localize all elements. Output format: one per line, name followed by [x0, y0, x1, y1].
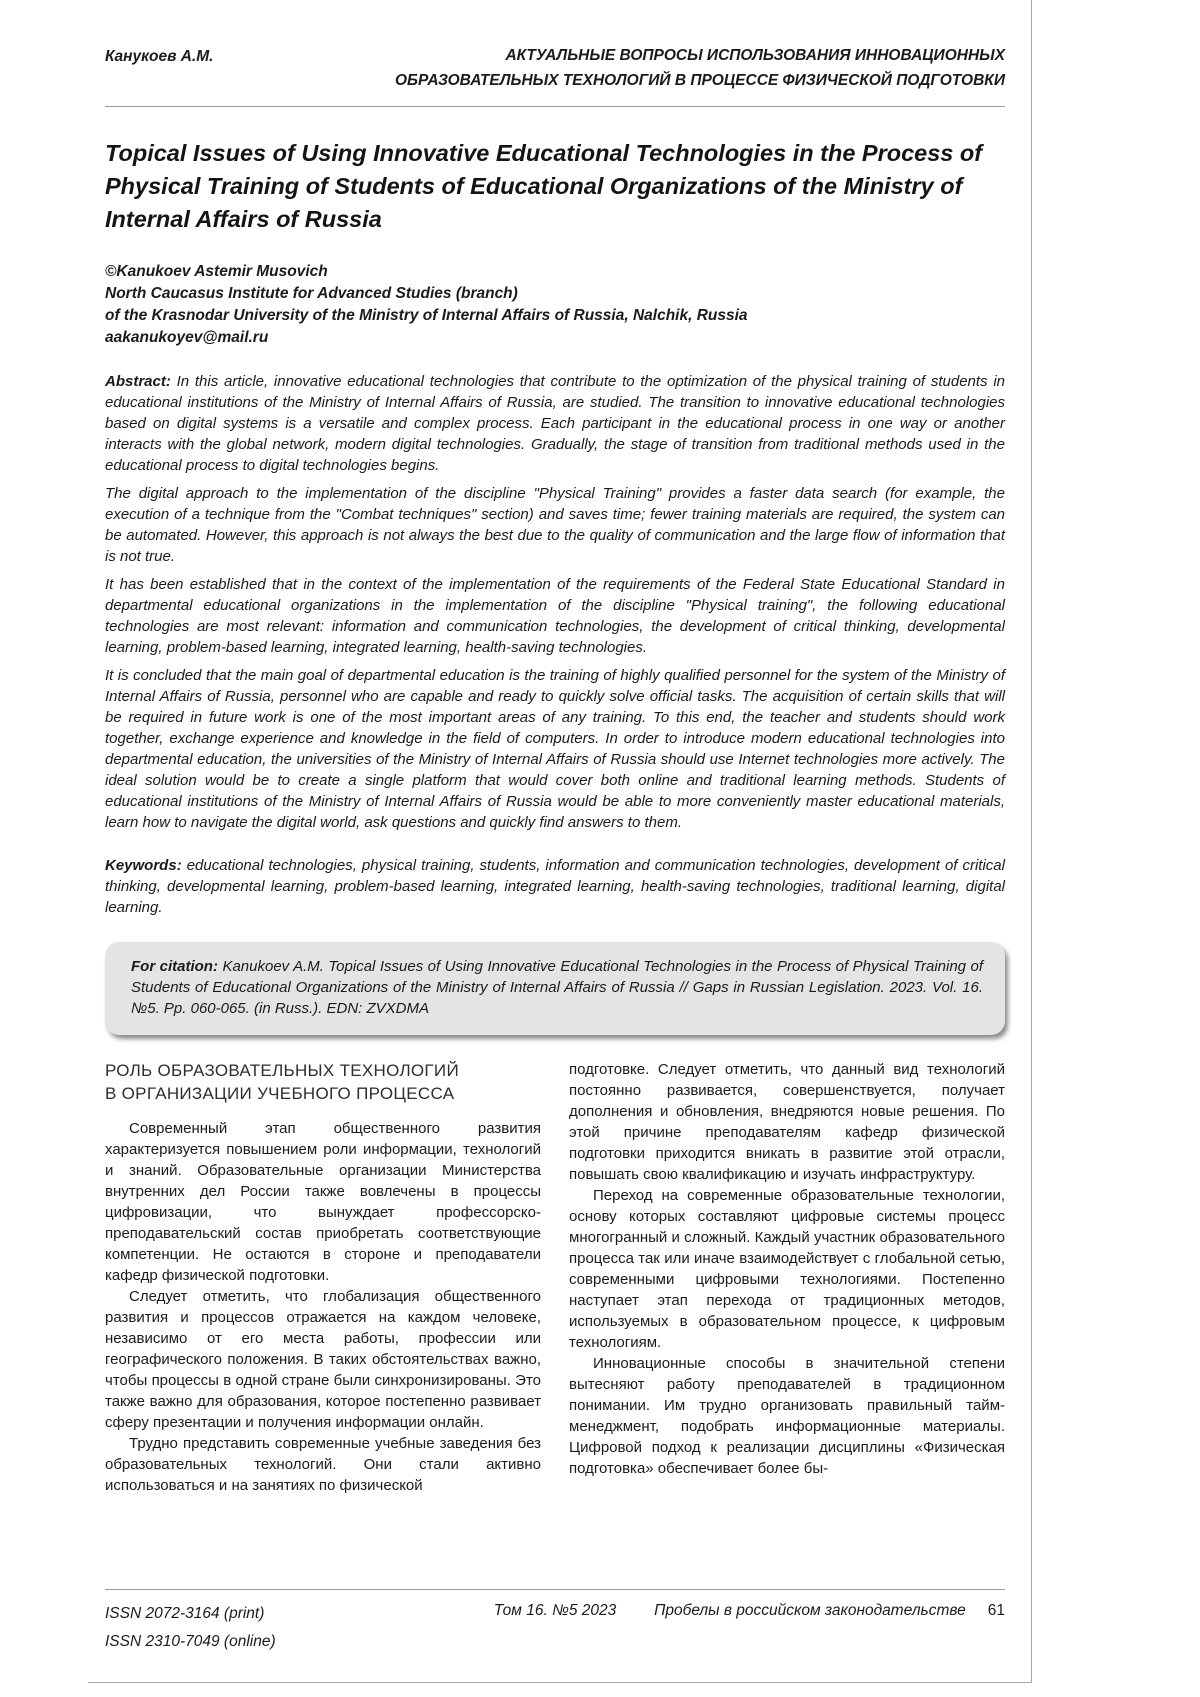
citation-text: Kanukoev A.M. Topical Issues of Using Innovative Educational Technologies in the Process of Physical Training of Students of Educational Organizations of the Ministry of Internal Affairs of Russia // Gaps in Russian Legislation. 2023. Vol. 16. №5. Pp. 060-065. (in Russ.). EDN: ZVXDMA [131, 957, 983, 1017]
abstract-label: Abstract: [105, 372, 171, 390]
left-column [105, 1059, 541, 1497]
keywords [105, 855, 1005, 918]
section-heading-line1: РОЛЬ ОБРАЗОВАТЕЛЬНЫХ ТЕХНОЛОГИЙ [105, 1060, 459, 1080]
body-paragraph: Инновационные способы в значительной степени вытесняют работу преподавателей в традиционном понимании. Им трудно организовать правильный тайм-менеджмент, подобрать информационные материалы. Цифровой подход к реализации дисциплины «Физическая подготовка» обеспечивает более бы- [569, 1354, 1005, 1477]
journal-name-block [616, 1600, 1005, 1620]
abstract-section [105, 371, 1005, 833]
section-heading [105, 1059, 541, 1107]
body-paragraph: Переход на современные образовательные технологии, основу которых составляют цифровые системы процесс многогранный и сложный. Каждый участник образовательного процесса так или иначе взаимодействует с глобальной сетью, современными цифровыми технологиями. Постепенно наступает этап перехода от традиционных методов, используемых в образовательном процессе, к цифровым технологиям. [569, 1186, 1005, 1351]
running-head [105, 44, 1005, 94]
author-block [105, 261, 1005, 349]
body-paragraph: подготовке. Следует отметить, что данный вид технологий постоянно развивается, совершенствуется, получает дополнения и обновления, внедряются новые решения. По этой причине преподавателям кафедр физической подготовки приходится вникать в развитие этой отрасли, повышать свою квалификацию и изучать инфраструктуру. [569, 1060, 1005, 1183]
abstract-paragraph: It has been established that in the context of the implementation of the requirements of the Federal State Educational Standard in departmental educational organizations in the implementation of the discipline "Physical training", the following educational technologies are most relevant: information and communication technologies, the development of critical thinking, developmental learning, problem-based learning, integrated learning, health-saving technologies. [105, 575, 1005, 656]
running-head-title-line2: ОБРАЗОВАТЕЛЬНЫХ ТЕХНОЛОГИЙ В ПРОЦЕССЕ ФИЗИЧЕСКОЙ ПОДГОТОВКИ [395, 71, 1005, 89]
running-head-author: Канукоев А.М. [105, 48, 214, 65]
journal-name: Пробелы в российском законодательстве [654, 1601, 966, 1619]
article-title: Topical Issues of Using Innovative Educational Technologies in the Process of Physical Training of Students of Educational Organizations of the Ministry of Internal Affairs of Russia [105, 139, 983, 233]
abstract-paragraph [105, 371, 1005, 476]
header-rule [105, 106, 1005, 107]
issn-online: ISSN 2310-7049 (online) [105, 1633, 276, 1651]
citation-label: For citation: [131, 957, 218, 975]
keywords-text: educational technologies, physical training, students, information and communication technologies, development of critical thinking, developmental learning, problem-based learning, integrated learning, health-saving technologies, traditional learning, digital learning. [105, 856, 1005, 916]
issn-block [105, 1600, 494, 1657]
keywords-label: Keywords: [105, 856, 182, 874]
citation-paragraph [131, 956, 983, 1019]
author-email: aakanukoyev@mail.ru [105, 328, 269, 346]
page-number: 61 [987, 1601, 1005, 1619]
author-affiliation-1: North Caucasus Institute for Advanced Studies (branch) [105, 284, 518, 302]
running-head-title-line1: АКТУАЛЬНЫЕ ВОПРОСЫ ИСПОЛЬЗОВАНИЯ ИННОВАЦИОННЫХ [505, 47, 1005, 64]
body-paragraph: Следует отметить, что глобализация общественного развития и процессов отражается на каждом человеке, независимо от его места работы, профессии или географического положения. В таких обстоятельствах важно, чтобы процессы в одной стране были синхронизированы. Это также важно для образования, которое постепенно развивает сферу презентации и получения информации онлайн. [105, 1288, 541, 1432]
abstract-paragraph: The digital approach to the implementation of the discipline "Physical Training" provides a faster data search (for example, the execution of a technique from the "Combat techniques" section) and saves time; fewer training materials are required, the system can be automated. However, this approach is not always the best due to the quality of communication and the large flow of information that is not true. [105, 484, 1005, 565]
running-head-title [395, 44, 1005, 94]
article-body [105, 1059, 1005, 1497]
volume-info: Том 16. №5 2023 [493, 1601, 617, 1619]
section-heading-line2: В ОРГАНИЗАЦИИ УЧЕБНОГО ПРОЦЕССА [105, 1084, 455, 1104]
citation-box [105, 942, 1005, 1035]
author-affiliation-2: of the Krasnodar University of the Ministry of Internal Affairs of Russia, Nalchik, Russia [105, 306, 748, 324]
author-name: ©Kanukoev Astemir Musovich [105, 262, 328, 280]
footer-row [105, 1600, 1005, 1657]
page-footer [105, 1589, 1005, 1657]
abstract-text: In this article, innovative educational technologies that contribute to the optimization of the physical training of students in educational institutions of the Ministry of Internal Affairs of Russia, are studied. The transition to innovative educational technologies based on digital systems is a versatile and complex process. Each participant in the educational process in one way or another interacts with the global network, modern digital technologies. Gradually, the stage of transition from traditional methods used in the educational process to digital technologies begins. [105, 372, 1005, 474]
right-column [569, 1059, 1005, 1497]
abstract-paragraph: It is concluded that the main goal of departmental education is the training of highly qualified personnel for the system of the Ministry of Internal Affairs of Russia, personnel who are capable and ready to quickly solve official tasks. The acquisition of certain skills that will be required in future work is one of the most important areas of any training. To this end, the teacher and students should work together, exchange experience and knowledge in the field of computers. In order to introduce modern educational technologies into departmental education, the universities of the Ministry of Internal Affairs of Russia should use Internet technologies more actively. The ideal solution would be to create a single platform that would cover both online and traditional learning methods. Students of educational institutions of the Ministry of Internal Affairs of Russia would be able to more conveniently master educational materials, learn how to navigate the digital world, ask questions and quickly find answers to them. [105, 666, 1005, 831]
body-paragraph: Современный этап общественного развития характеризуется повышением роли информации, технологий и знаний. Образовательные организации Министерства внутренних дел России также вовлечены в процессы цифровизации, что вынуждает профессорско-преподавательский состав приобретать соответствующие компетенции. Не остаются в стороне и преподаватели кафедр физической подготовки. [105, 1120, 541, 1285]
body-paragraph: Трудно представить современные учебные заведения без образовательных технологий. Они стали активно использоваться и на занятиях по физической [105, 1435, 541, 1495]
footer-rule [105, 1589, 1005, 1590]
issn-print: ISSN 2072-3164 (print) [105, 1604, 265, 1622]
